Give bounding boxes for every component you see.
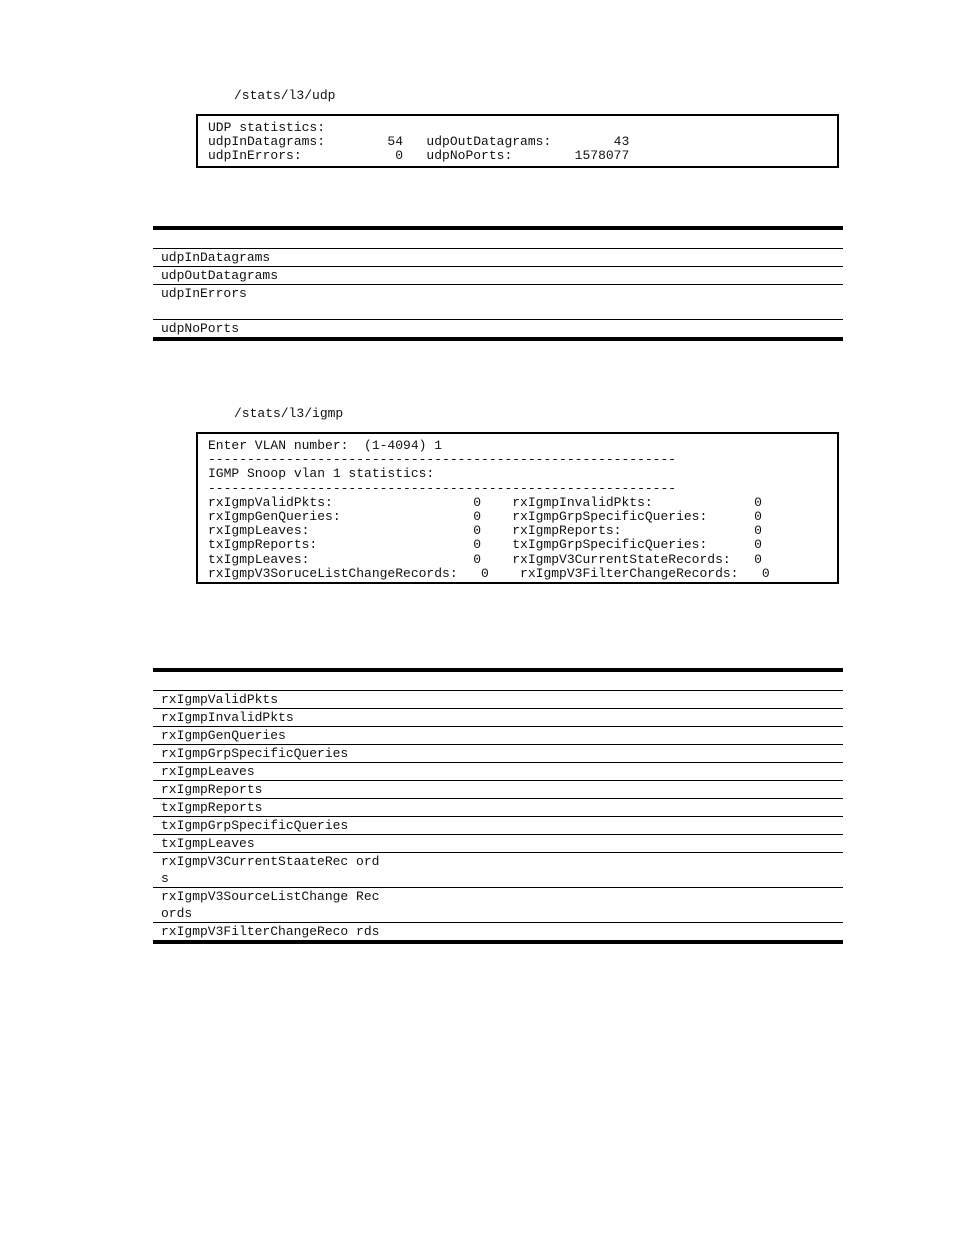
stat-name-cell: udpNoPorts xyxy=(161,321,240,336)
igmp-output xyxy=(198,434,837,586)
stat-name-cell: rxIgmpLeaves xyxy=(161,764,255,779)
udp-output xyxy=(198,116,837,169)
table-row xyxy=(153,798,843,816)
table-row xyxy=(153,762,843,780)
udp-output-line: UDP statistics: xyxy=(208,120,326,135)
stat-name-cell: udpOutDatagrams xyxy=(161,268,279,283)
table-row xyxy=(153,922,843,940)
table-row xyxy=(153,708,843,726)
stat-name-cell: rxIgmpGenQueries xyxy=(161,728,286,743)
stat-name-cell: txIgmpReports xyxy=(161,800,263,815)
table-row xyxy=(153,780,843,798)
stat-name-cell: udpInDatagrams xyxy=(161,250,271,265)
stat-name-cell: txIgmpLeaves xyxy=(161,836,255,851)
igmp-output-line: rxIgmpV3SoruceListChangeRecords: 0 rxIgmpV3FilterChangeRecords: 0 xyxy=(208,565,770,581)
igmp-output-line: txIgmpReports: 0 txIgmpGrpSpecificQueries: 0 xyxy=(208,537,762,553)
igmp-command: /stats/l3/igmp xyxy=(234,406,344,421)
stat-name-cell: rxIgmpV3FilterChangeReco rds xyxy=(161,924,380,939)
udp-output-box xyxy=(196,114,839,168)
stat-name-cell: txIgmpGrpSpecificQueries xyxy=(161,818,349,833)
udp-output-line: udpInErrors: 0 udpNoPorts: 1578077 xyxy=(208,148,630,164)
stat-name-cell: rxIgmpGrpSpecificQueries xyxy=(161,746,349,761)
udp-output-line: udpInDatagrams: 54 udpOutDatagrams: 43 xyxy=(208,134,630,150)
table-row xyxy=(153,887,843,922)
stat-name-cell: rxIgmpValidPkts xyxy=(161,692,279,707)
table-row xyxy=(153,319,843,337)
table-row xyxy=(153,691,843,708)
igmp-output-line: rxIgmpGenQueries: 0 rxIgmpGrpSpecificQueries: 0 xyxy=(208,509,762,525)
igmp-output-line: ------------------------------------------------------------ xyxy=(208,452,677,468)
igmp-output-box xyxy=(196,432,839,584)
table-row xyxy=(153,744,843,762)
table-header-row xyxy=(153,230,843,248)
table-body xyxy=(153,249,843,337)
table-row xyxy=(153,726,843,744)
stat-name-cell: rxIgmpInvalidPkts xyxy=(161,710,294,725)
stat-name-cell: rxIgmpV3CurrentStaateRec ords xyxy=(161,854,380,886)
igmp-stats-table xyxy=(153,668,843,944)
table-row xyxy=(153,284,843,319)
table-row xyxy=(153,249,843,266)
table-row xyxy=(153,266,843,284)
table-bottom-rule xyxy=(153,940,843,944)
table-row xyxy=(153,834,843,852)
udp-command: /stats/l3/udp xyxy=(234,88,336,103)
table-row xyxy=(153,852,843,887)
igmp-output-line: txIgmpLeaves: 0 rxIgmpV3CurrentStateRecords: 0 xyxy=(208,551,762,567)
stat-name-cell: udpInErrors xyxy=(161,286,247,301)
table-row xyxy=(153,816,843,834)
igmp-output-line: IGMP Snoop vlan 1 statistics: xyxy=(208,466,435,482)
table-bottom-rule xyxy=(153,337,843,341)
table-body xyxy=(153,691,843,940)
stat-name-cell: rxIgmpV3SourceListChange Records xyxy=(161,889,380,921)
stat-name-cell: rxIgmpReports xyxy=(161,782,263,797)
udp-stats-table xyxy=(153,226,843,341)
table-header-row xyxy=(153,672,843,690)
igmp-output-line: ------------------------------------------------------------ xyxy=(208,480,677,496)
igmp-output-line: rxIgmpValidPkts: 0 rxIgmpInvalidPkts: 0 xyxy=(208,494,762,510)
igmp-output-line: rxIgmpLeaves: 0 rxIgmpReports: 0 xyxy=(208,523,762,539)
igmp-output-line: Enter VLAN number: (1-4094) 1 xyxy=(208,438,443,453)
